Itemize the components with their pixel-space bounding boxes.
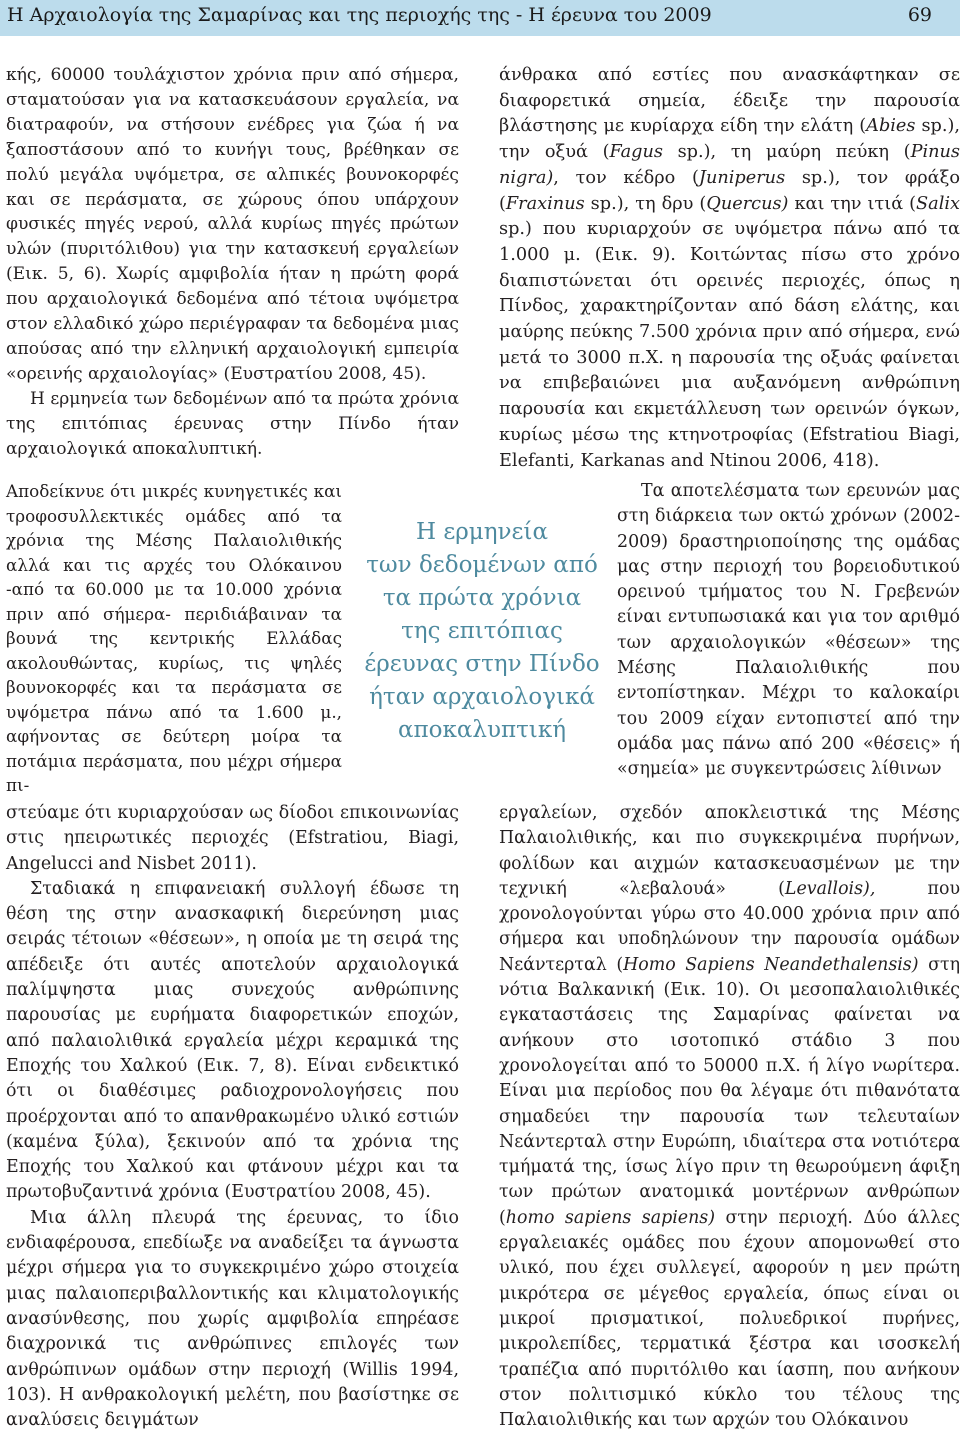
paragraph: Αποδείκνυε ότι μικρές κυνηγετικές και τροφοσυλλεκτικές ομάδες από τα χρόνια της Μέσης Παλαιολιθικής αλλά και τις αρχές του Ολόκαινου -από τα 60.000 με τα 10.000 χρόνια πριν από σήμερα- περιδιάβαιναν τα βουνά της κεντρικής Ελλάδας ακολουθώντας, κυρίως, τις ψηλές βουνοκορφές και τα περάσματα σε υψόμετρα πάνω από τα 1.600 μ., αφήνοντας σε δεύτερη μοίρα τα ποτάμια περάσματα, που μέχρι σήμερα πι- bbox=[6, 481, 342, 795]
pull-quote bbox=[356, 516, 608, 747]
pull-quote-line: έρευνας στην Πίνδο bbox=[364, 651, 600, 677]
species-name: Fagus bbox=[609, 142, 663, 163]
pull-quote-line: της επιτόπιας bbox=[401, 618, 563, 644]
page-header bbox=[0, 0, 960, 36]
species-name: Juniperus bbox=[698, 167, 786, 188]
paragraph: Η ερμηνεία των δεδομένων από τα πρώτα χρόνια της επιτόπιας έρευνας στην Πίνδο ήταν αρχαιολογικά αποκαλυπτική. bbox=[6, 388, 459, 459]
pull-quote-line: τα πρώτα χρόνια bbox=[382, 585, 582, 611]
species-name: Pinus nigra) bbox=[499, 142, 960, 188]
left-column-bottom bbox=[6, 801, 459, 1433]
page-number: 69 bbox=[907, 4, 932, 26]
paragraph: Σταδιακά η επιφανειακή συλλογή έδωσε τη θέση της στην ανασκαφική διερεύνηση μιας σειράς τέτοιων «θέσεων», η οποία με τη σειρά της απέδειξε ότι αυτές αποτελούν αρχαιολογικά παλίμψηστα μιας συνεχούς ανθρώπινης παρουσίας με ευρήματα διαφορετικών εποχών, από παλαιολιθικά εργαλεία μέχρι κεραμικά της Εποχής του Χαλκού (Εικ. 7, 8). Είναι ενδεικτικό ότι οι διαθέσιμες ραδιοχρονολογήσεις που προέρχονται από το απανθρακωμένο υλικό εστιών (καμένα ξύλα), ξεκινούν από τα χρόνια της Εποχής του Χαλκού και φτάνουν μέχρι και τα πρωτοβυζαντινά χρόνια (Ευστρατίου 2008, 45). bbox=[6, 878, 459, 1203]
pull-quote-line: ήταν αρχαιολογικά bbox=[369, 684, 595, 710]
left-column-beside-pullquote bbox=[6, 479, 342, 798]
species-name: Homo Sapiens Neandethalensis) bbox=[623, 954, 919, 975]
technical-term: Levallois), bbox=[784, 878, 876, 899]
species-name: Fraxinus bbox=[505, 193, 585, 214]
paragraph: άνθρακα από εστίες που ανασκάφτηκαν σε διαφορετικά σημεία, έδειξε την παρουσία βλάστησης με κυρίαρχα είδη την ελάτη (Abies sp.), την οξυά (Fagus sp.), τη μαύρη πεύκη (Pinus nigra), τον κέδρο (Juniperus sp.), τον φράξο (Fraxinus sp.), τη δρυ (Quercus) και την ιτιά (Salix sp.) που κυριαρχούν σε υψόμετρα πάνω από τα 1.000 μ. (Εικ. 9). Κοιτώντας πίσω στο χρόνο διαπιστώνεται ότι ορεινές περιοχές, όπως η Πίνδος, χαρακτηρίζονταν από δάση ελάτης, και μαύρης πεύκης 7.500 χρόνια πριν από σήμερα, ενώ μετά το 3000 π.Χ. η παρουσία της οξυάς φαίνεται να επιβεβαιώνει μια αυξανόμενη ανθρώπινη παρουσία και εκμετάλλευση των ορεινών όγκων, κυρίως μέσω της κτηνοτροφίας (Efstratiou Biagi, Elefanti, Karkanas and Ntinou 2006, 418). bbox=[499, 65, 960, 471]
paragraph: Τα αποτελέσματα των ερευνών μας στη διάρκεια των οκτώ χρόνων (2002-2009) δραστηριοποίησης της ομάδας μας στην περιοχή του βορειοδυτικού ορεινού τμήματος του Ν. Γρεβενών είναι εντυπωσιακά και για τον αριθμό των αρχαιολογικών «θέσεων» της Μέσης Παλαιολιθικής που εντοπίστηκαν. Μέχρι το καλοκαίρι του 2009 είχαν εντοπιστεί από την ομάδα μας πάνω από 200 «θέσεις» ή «σημεία» με συγκεντρώσεις λίθινων bbox=[617, 481, 960, 780]
pull-quote-line: Η ερμηνεία bbox=[416, 519, 548, 545]
right-column-bottom bbox=[499, 801, 960, 1433]
left-column-top bbox=[6, 63, 459, 462]
paragraph: στεύαμε ότι κυριαρχούσαν ως δίοδοι επικοινωνίας στις ηπειρωτικές περιοχές (Efstratiou, Biagi, Angelucci and Nisbet 2011). bbox=[6, 803, 459, 874]
paragraph: εργαλείων, σχεδόν αποκλειστικά της Μέσης Παλαιολιθικής, και πιο συγκεκριμένα πυρήνων, φολίδων και αιχμών κατασκευασμένων με την τεχνική «λεβαλουά» (Levallois), που χρονολογούνται γύρω στο 40.000 χρόνια πριν από σήμερα και υποδηλώνουν την παρουσία ομάδων Νεάντερταλ (Homo Sapiens Neandethalensis) στη νότια Βαλκανική (Εικ. 10). Οι μεσοπαλαιολιθικές εγκαταστάσεις της Σαμαρίνας φαίνεται να ανήκουν στο ισοτοπικό στάδιο 3 που χρονολογείται από το 50000 π.Χ. ή λίγο νωρίτερα. Είναι μια περίοδος που θα λέγαμε ότι πιθανότατα σημαδεύει την παρουσία των τελευταίων Νεάντερταλ στην Ευρώπη, ιδιαίτερα στα νοτιότερα τμήματά της, ίσως λίγο πριν τη θεωρούμενη άφιξη των πρώτων ανατομικά μοντέρνων ανθρώπων (homo sapiens sapiens) στην περιοχή. Δύο άλλες εργαλειακές ομάδες που έχουν απομονωθεί στο υλικό, που έχει συλλεγεί, αφορούν η μεν πρώτη μικρότερα σε μέγεθος εργαλεία, όπως είναι οι μικροί πρισματικοί, πολυεδρικοί πυρήνες, μικρολεπίδες, τερματικά ξέστρα και ισοσκελή τραπέζια από πυριτόλιθο και ίασπη, που ανήκουν στον πολιτισμικό κύκλο του τέλους της Παλαιολιθικής και των αρχών του Ολόκαινου bbox=[499, 803, 960, 1431]
species-name: Salix bbox=[916, 193, 960, 214]
species-name: Abies bbox=[866, 116, 916, 137]
right-column-beside-pullquote bbox=[617, 479, 960, 783]
paragraph: Μια άλλη πλευρά της έρευνας, το ίδιο ενδιαφέρουσα, επεδίωξε να αναδείξει τα άγνωστα μέχρι σήμερα για το συγκεκριμένο χώρο στοιχεία μιας παλαιοπεριβαλλοντικής και κλιματολογικής ανασύνθεσης, που χωρίς αμφιβολία επηρέασε διαχρονικά τις ανθρώπινες επιλογές των ανθρώπινων ομάδων στην περιοχή (Willis 1994, 103). Η ανθρακολογική μελέτη, που βασίστηκε σε αναλύσεις δειγμάτων bbox=[6, 1207, 459, 1431]
running-title: Η Αρχαιολογία της Σαμαρίνας και της περιοχής της - Η έρευνα του 2009 bbox=[7, 4, 712, 26]
right-column-top bbox=[499, 63, 960, 474]
paragraph: κής, 60000 τουλάχιστον χρόνια πριν από σήμερα, σταματούσαν για να κατασκευάσουν εργαλεία, να διατραφούν, να στήσουν ενέδρες για ζώα ή να ξαποστάσουν από το κυνήγι τους, βρέθηκαν σε πολύ μεγάλα υψόμετρα, σε αλπικές βουνοκορφές και σε περάσματα, σε χώρους όπου υπάρχουν φυσικές πηγές νερού, αλλά κυρίως πηγές πρώτων υλών (πυριτόλιθου) για την κατασκευή εργαλείων (Εικ. 5, 6). Χωρίς αμφιβολία ήταν η πρώτη φορά που αρχαιολογικά δεδομένα από τέτοια υψόμετρα στον ελλαδικό χώρο περιέγραφαν τα δεδομένα μιας απούσας από την ελληνική αρχαιολογική εμπειρία «ορεινής αρχαιολογίας» (Ευστρατίου 2008, 45). bbox=[6, 65, 459, 384]
pull-quote-line: αποκαλυπτική bbox=[398, 717, 566, 743]
species-name: Quercus) bbox=[706, 193, 789, 214]
pull-quote-line: των δεδομένων από bbox=[366, 552, 598, 578]
species-name: homo sapiens sapiens) bbox=[505, 1207, 715, 1228]
